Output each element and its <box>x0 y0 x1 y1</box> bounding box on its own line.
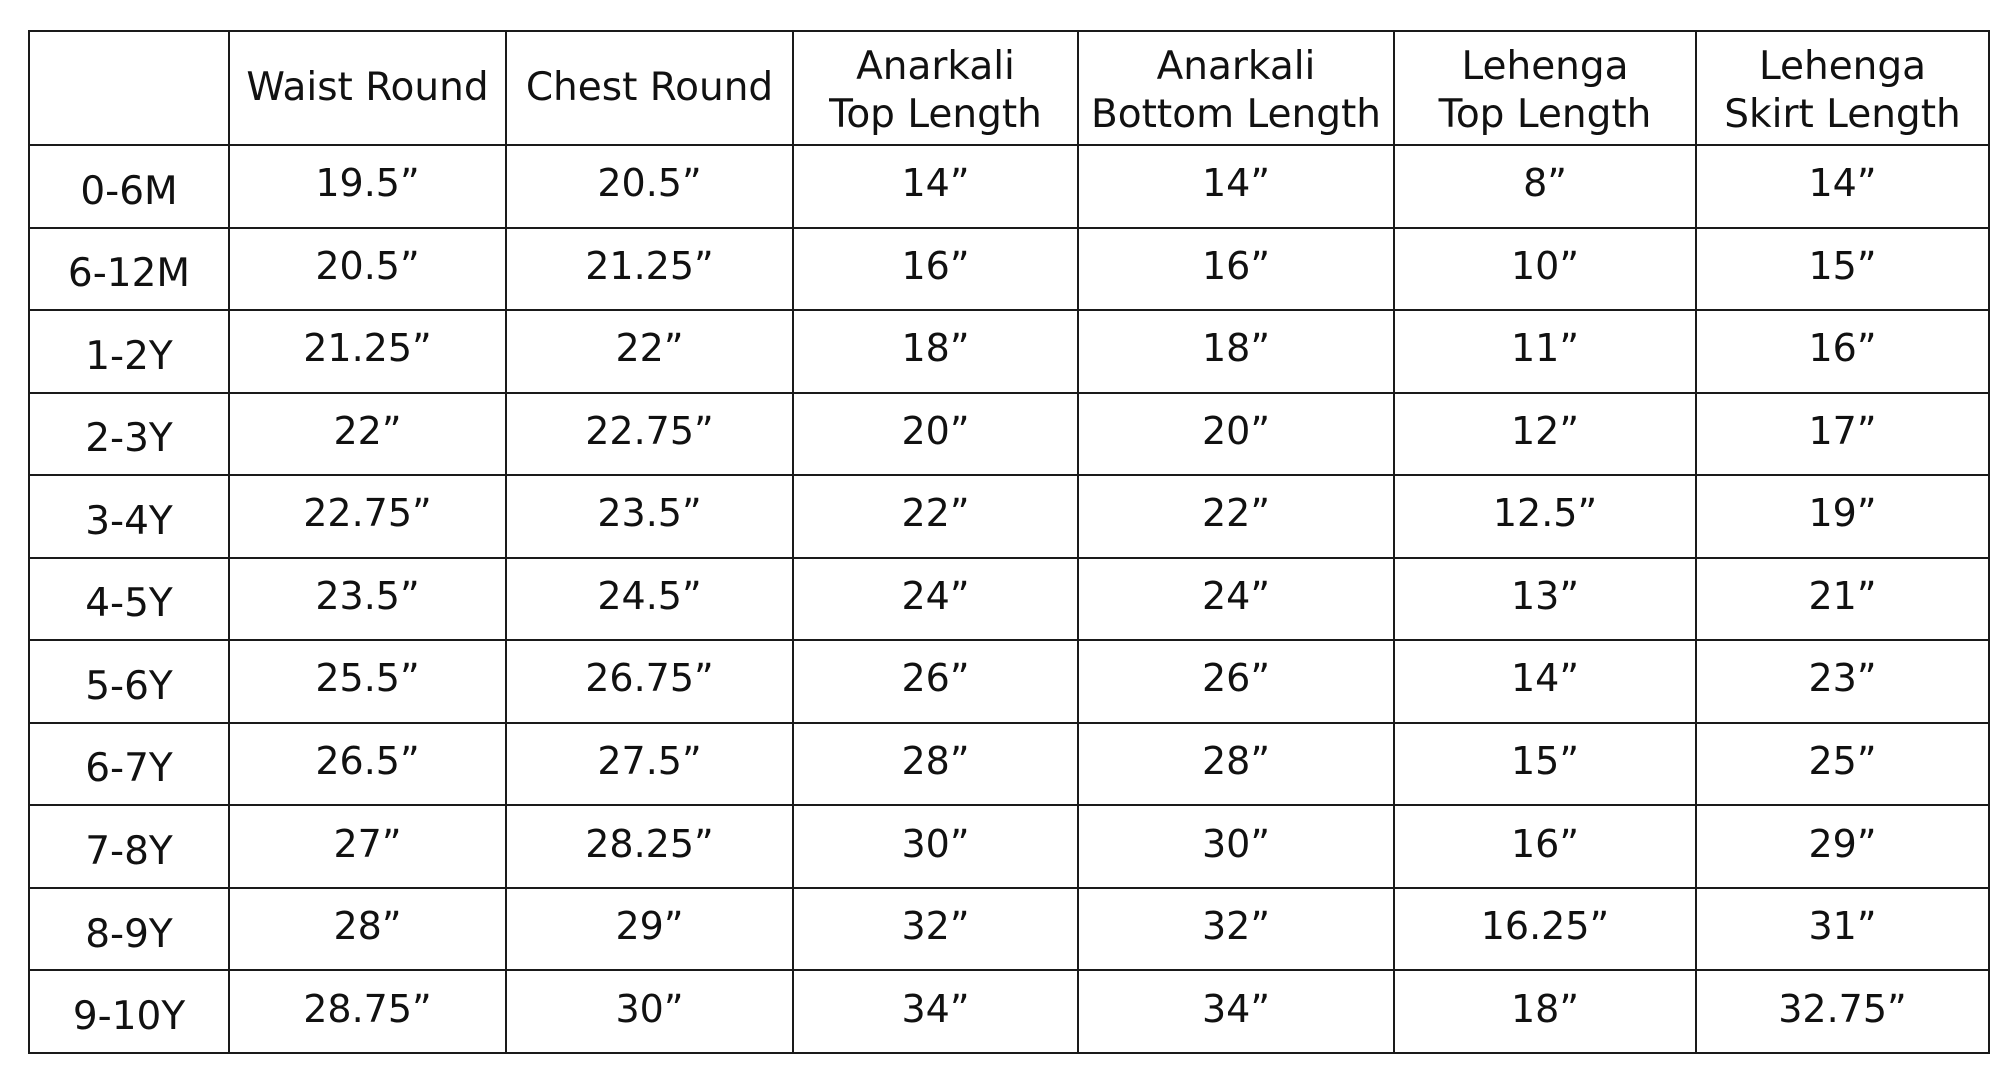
measurement-cell: 25” <box>1696 723 1989 806</box>
measurement-cell: 20” <box>793 393 1078 476</box>
measurement-cell: 32.75” <box>1696 970 1989 1053</box>
measurement-cell: 24” <box>793 558 1078 641</box>
measurement-cell: 29” <box>1696 805 1989 888</box>
measurement-cell: 15” <box>1394 723 1696 806</box>
measurement-cell: 27” <box>229 805 506 888</box>
measurement-cell: 28” <box>793 723 1078 806</box>
measurement-cell: 34” <box>793 970 1078 1053</box>
measurement-cell: 34” <box>1078 970 1394 1053</box>
size-label-cell: 3-4Y <box>29 475 229 558</box>
measurement-cell: 18” <box>1394 970 1696 1053</box>
measurement-cell: 24” <box>1078 558 1394 641</box>
size-label-cell: 9-10Y <box>29 970 229 1053</box>
measurement-cell: 16” <box>1696 310 1989 393</box>
measurement-cell: 26” <box>793 640 1078 723</box>
measurement-cell: 21.25” <box>229 310 506 393</box>
measurement-cell: 20” <box>1078 393 1394 476</box>
header-line: Chest Round <box>525 65 774 110</box>
measurement-cell: 14” <box>1078 145 1394 228</box>
measurement-cell: 20.5” <box>506 145 793 228</box>
header-line: Bottom Length <box>1091 92 1381 137</box>
header-cell-anarkali-bottom-length <box>1078 31 1394 145</box>
measurement-cell: 17” <box>1696 393 1989 476</box>
table-row <box>29 723 1989 806</box>
measurement-cell: 32” <box>793 888 1078 971</box>
table-row <box>29 393 1989 476</box>
measurement-cell: 27.5” <box>506 723 793 806</box>
header-cell-lehenga-top-length <box>1394 31 1696 145</box>
measurement-cell: 22” <box>229 393 506 476</box>
measurement-cell: 19.5” <box>229 145 506 228</box>
size-label-cell: 0-6M <box>29 145 229 228</box>
measurement-cell: 13” <box>1394 558 1696 641</box>
measurement-cell: 29” <box>506 888 793 971</box>
header-line: Anarkali <box>1156 44 1316 89</box>
measurement-cell: 23.5” <box>229 558 506 641</box>
measurement-cell: 24.5” <box>506 558 793 641</box>
table-header <box>29 31 1989 145</box>
measurement-cell: 30” <box>506 970 793 1053</box>
measurement-cell: 22” <box>793 475 1078 558</box>
table-row <box>29 228 1989 311</box>
size-label-cell: 8-9Y <box>29 888 229 971</box>
measurement-cell: 25.5” <box>229 640 506 723</box>
measurement-cell: 23” <box>1696 640 1989 723</box>
header-line: Lehenga <box>1758 44 1927 89</box>
measurement-cell: 28” <box>229 888 506 971</box>
size-label-cell: 6-12M <box>29 228 229 311</box>
measurement-cell: 16” <box>1078 228 1394 311</box>
measurement-cell: 26.75” <box>506 640 793 723</box>
header-cell-lehenga-skirt-length <box>1696 31 1989 145</box>
size-label-cell: 5-6Y <box>29 640 229 723</box>
measurement-cell: 20.5” <box>229 228 506 311</box>
measurement-cell: 10” <box>1394 228 1696 311</box>
header-cell-anarkali-top-length <box>793 31 1078 145</box>
measurement-cell: 21” <box>1696 558 1989 641</box>
measurement-cell: 15” <box>1696 228 1989 311</box>
measurement-cell: 14” <box>1696 145 1989 228</box>
measurement-cell: 16.25” <box>1394 888 1696 971</box>
measurement-cell: 18” <box>1078 310 1394 393</box>
measurement-cell: 11” <box>1394 310 1696 393</box>
header-line: Skirt Length <box>1724 92 1961 137</box>
table-row <box>29 888 1989 971</box>
measurement-cell: 14” <box>1394 640 1696 723</box>
measurement-cell: 22” <box>1078 475 1394 558</box>
measurement-cell: 30” <box>793 805 1078 888</box>
measurement-cell: 14” <box>793 145 1078 228</box>
header-line: Top Length <box>829 92 1042 137</box>
size-label-cell: 6-7Y <box>29 723 229 806</box>
header-line: Top Length <box>1438 92 1652 137</box>
size-label-cell: 2-3Y <box>29 393 229 476</box>
table-body <box>29 145 1989 1053</box>
table-row <box>29 475 1989 558</box>
table-row <box>29 640 1989 723</box>
measurement-cell: 16” <box>1394 805 1696 888</box>
measurement-cell: 28.75” <box>229 970 506 1053</box>
header-cell-waist-round <box>229 31 506 145</box>
measurement-cell: 12.5” <box>1394 475 1696 558</box>
header-cell-chest-round <box>506 31 793 145</box>
header-line: Waist Round <box>246 65 489 110</box>
header-row <box>29 31 1989 145</box>
size-label-cell: 7-8Y <box>29 805 229 888</box>
header-line: Anarkali <box>856 44 1015 89</box>
measurement-cell: 32” <box>1078 888 1394 971</box>
table-row <box>29 310 1989 393</box>
header-cell-size <box>29 31 229 145</box>
table-row <box>29 145 1989 228</box>
measurement-cell: 22.75” <box>506 393 793 476</box>
measurement-cell: 23.5” <box>506 475 793 558</box>
measurement-cell: 28.25” <box>506 805 793 888</box>
measurement-cell: 30” <box>1078 805 1394 888</box>
table-row <box>29 970 1989 1053</box>
size-label-cell: 4-5Y <box>29 558 229 641</box>
measurement-cell: 19” <box>1696 475 1989 558</box>
table-row <box>29 558 1989 641</box>
measurement-cell: 16” <box>793 228 1078 311</box>
measurement-cell: 26” <box>1078 640 1394 723</box>
measurement-cell: 26.5” <box>229 723 506 806</box>
measurement-cell: 12” <box>1394 393 1696 476</box>
measurement-cell: 8” <box>1394 145 1696 228</box>
measurement-cell: 31” <box>1696 888 1989 971</box>
size-chart-table <box>28 30 1990 1054</box>
header-line: Lehenga <box>1461 44 1629 89</box>
measurement-cell: 18” <box>793 310 1078 393</box>
size-label-cell: 1-2Y <box>29 310 229 393</box>
measurement-cell: 21.25” <box>506 228 793 311</box>
table-row <box>29 805 1989 888</box>
measurement-cell: 22” <box>506 310 793 393</box>
measurement-cell: 28” <box>1078 723 1394 806</box>
measurement-cell: 22.75” <box>229 475 506 558</box>
